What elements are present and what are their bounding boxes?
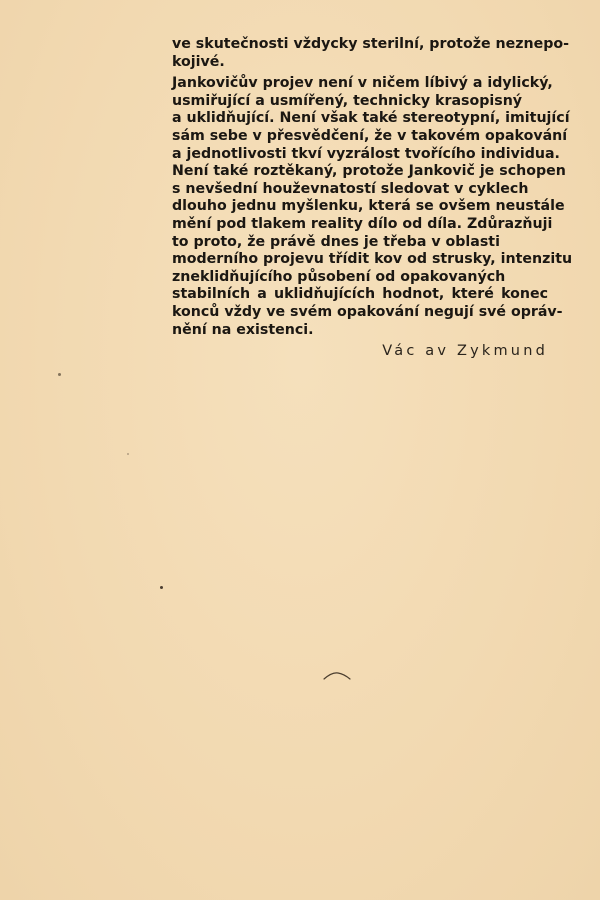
text-line: dlouho jednu myšlenku, která se ovšem neustále	[172, 198, 565, 215]
paper-speck	[127, 453, 129, 455]
text-line: mění pod tlakem reality dílo od díla. Zdůrazňuji	[172, 215, 553, 232]
paper-speck	[160, 586, 163, 589]
text-line: sám sebe v přesvědčení, že v takovém opakování	[172, 127, 568, 144]
text-line: a jednotlivosti tkví vyzrálost tvořícího individua.	[172, 145, 560, 162]
text-line: a uklidňující. Není však také stereotypní, imitující	[172, 110, 570, 127]
text-line: to proto, že právě dnes je třeba v oblasti	[172, 233, 500, 250]
text-line: stabilních a uklidňujících hodnot, které konec	[172, 286, 548, 303]
text-line: moderního projevu třídit kov od strusky, intenzitu	[172, 251, 573, 268]
text-line: kojivé.	[172, 53, 225, 70]
author-signature: Vác av Zykmund	[382, 343, 548, 359]
text-line: konců vždy ve svém opakování negují své opráv-	[172, 303, 563, 320]
paragraph-1	[172, 36, 570, 71]
printer-ornament-mark	[322, 670, 352, 682]
text-line: nění na existenci.	[172, 321, 314, 338]
paper-speck	[58, 373, 61, 376]
text-line: s nevšední houževnatostí sledovat v cyklech	[172, 180, 529, 197]
text-line: usmiřující a usmířený, technicky krasopisný	[172, 92, 523, 109]
paragraph-2	[172, 75, 573, 339]
text-line: Není také roztěkaný, protože Jankovič je schopen	[172, 163, 566, 180]
text-line: zneklidňujícího působení od opakovaných	[172, 268, 506, 285]
text-line: ve skutečnosti vždycky sterilní, protože neznepo-	[172, 36, 570, 52]
body-text	[172, 36, 573, 339]
text-line: Jankovičův projev není v ničem líbivý a idylický,	[172, 75, 553, 92]
